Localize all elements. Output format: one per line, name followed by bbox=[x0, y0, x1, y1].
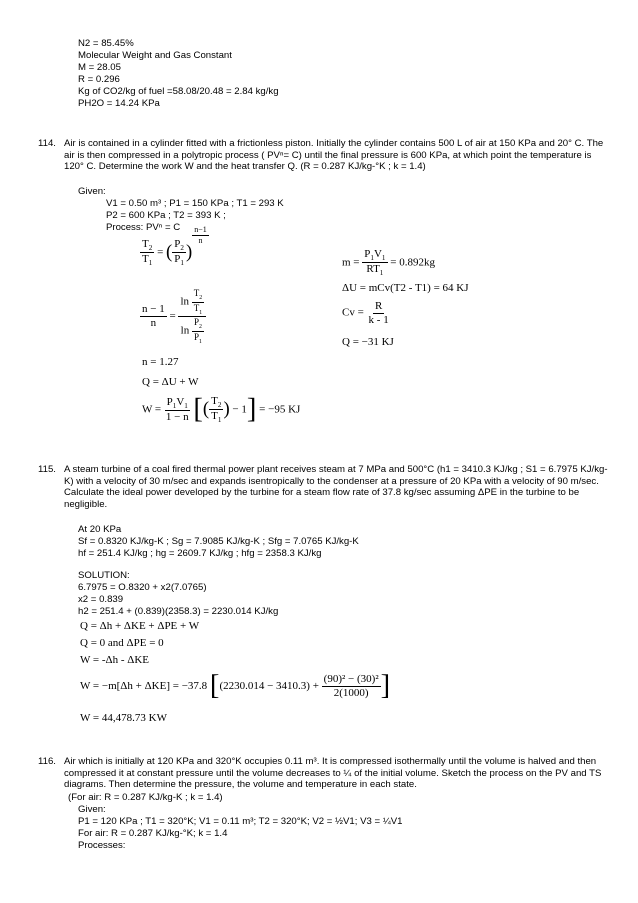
problem-116-given-3: Processes: bbox=[78, 840, 126, 851]
eq-115-work-full: W = −m[Δh + ΔKE] = −37.8 [(2230.014 − 3410.3) + $\frac{\text{(90)² − (30)²}}{2(1000)}$ ] bbox=[80, 670, 391, 701]
eq-114-cv-num: R bbox=[374, 300, 383, 312]
problem-115-solution-2: x2 = 0.839 bbox=[78, 594, 124, 605]
problem-114-text: Air is contained in a cylinder fitted with a frictionless piston. Initially the cylinder contains 500 L of air at 150 KPa and 20° C. The air is then compressed in a polytropic process ( PVⁿ= C) until the final pressure is 600 KPa, at which point the temperature is 120° C. Determine the work W and the heat transfer Q. (R = 0.287 KJ/kg-°K ; k = 1.4) bbox=[64, 138, 604, 172]
problem-115-solution-label: SOLUTION: bbox=[78, 570, 130, 581]
problem-115-text: A steam turbine of a coal fired thermal power plant receives steam at 7 MPa and 500°C (h1 = 3410.3 KJ/kg ; S1 = 6.7975 KJ/kg-K) with a velocity of 30 m/sec and expands isentropically to the condenser at a pressure of 20 KPa with a velocity of 90 m/sec. Calculate the ideal power developed by the turbine for a steam flow rate of 37.8 kg/sec assuming ΔPE in the turbine to be negligible. bbox=[64, 464, 608, 510]
eq-114-work-result: = −95 KJ bbox=[259, 403, 301, 416]
problem-115-given-2: Sf = 0.8320 KJ/kg-K ; Sg = 7.9085 KJ/kg-K ; Sfg = 7.0765 KJ/kg-K bbox=[78, 536, 359, 547]
problem-115-given-1: At 20 KPa bbox=[78, 524, 122, 535]
eq-114-cv-den: k - 1 bbox=[368, 313, 389, 326]
top-line-4: R = 0.296 bbox=[78, 74, 120, 85]
eq-114-n-value: n = 1.27 bbox=[142, 356, 179, 368]
problem-116-given-2: For air: R = 0.287 KJ/kg-°K; k = 1.4 bbox=[78, 828, 228, 839]
top-line-1: N2 = 85.45% bbox=[78, 38, 134, 49]
top-line-6: PH2O = 14.24 KPa bbox=[78, 98, 160, 109]
eq-114-mass: m = $\frac{P_1V_1}{RT_1}$ = 0.892kg bbox=[342, 248, 435, 278]
eq-114-cv bbox=[342, 300, 391, 326]
eq-115-work-lhs: W = −m[Δh + ΔKE] = −37.8 bbox=[80, 679, 208, 692]
top-line-2: Molecular Weight and Gas Constant bbox=[78, 50, 232, 61]
problem-115-number: 115. bbox=[38, 464, 56, 475]
eq-114-mass-result: = 0.892kg bbox=[390, 256, 435, 269]
eq-115-zero: Q = 0 and ΔPE = 0 bbox=[80, 637, 164, 649]
problem-114-given: Given: bbox=[78, 186, 106, 197]
eq-114-delta-u: ΔU = mCv(T2 - T1) = 64 KJ bbox=[342, 282, 469, 294]
problem-116-note: (For air: R = 0.287 KJ/kg-K ; k = 1.4) bbox=[68, 792, 223, 803]
eq-114-q-result: Q = −31 KJ bbox=[342, 336, 394, 348]
eq-114-q-equation: Q = ΔU + W bbox=[142, 376, 199, 388]
problem-116-text: Air which is initially at 120 KPa and 320°K occupies 0.11 m³. It is compressed isothermally until the volume is halved and then compressed it at constant pressure until the volume decreases to ¼ of the initial volume. Sketch the process on the PV and TS diagrams. Then determine the pressure, the volume and temperature in each state. bbox=[64, 756, 602, 790]
eq-115-work-simplified: W = -Δh - ΔKE bbox=[80, 654, 150, 666]
eq-114-n-ratio: $\frac{n - 1}{n}$ = ln $\frac{T_2}{T_1}$ ln $\frac{P_2}{P_1}$ bbox=[140, 288, 206, 345]
top-line-5: Kg of CO2/kg of fuel =58.08/20.48 = 2.84 kg/kg bbox=[78, 86, 279, 97]
problem-116-number: 116. bbox=[38, 756, 56, 767]
problem-114-given-3: Process: PVⁿ = C bbox=[106, 222, 181, 233]
eq-115-ke-num: (90)² − (30)² bbox=[323, 673, 379, 686]
eq-115-ke-den: 2(1000) bbox=[333, 686, 369, 699]
eq-114-temp-ratio: $\frac{T_2}{T_1}$ = ( $\frac{P_2}{P_1}$ ) $^{\frac{n-1}{n}}$ bbox=[142, 225, 207, 268]
top-line-3: M = 28.05 bbox=[78, 62, 121, 73]
problem-115-given-3: hf = 251.4 KJ/kg ; hg = 2609.7 KJ/kg ; hfg = 2358.3 KJ/kg bbox=[78, 548, 322, 559]
problem-116-given-1: P1 = 120 KPa ; T1 = 320°K; V1 = 0.11 m³; T2 = 320°K; V2 = ½V1; V3 = ¼V1 bbox=[78, 816, 403, 827]
eq-114-cv-lhs: Cv = bbox=[342, 306, 364, 319]
problem-114-number: 114. bbox=[38, 138, 56, 149]
problem-114-given-2: P2 = 600 KPa ; T2 = 393 K ; bbox=[106, 210, 226, 221]
problem-115-solution-1: 6.7975 = O.8320 + x2(7.0765) bbox=[78, 582, 207, 593]
problem-116-given: Given: bbox=[78, 804, 106, 815]
eq-114-work: W = $\frac{P_1V_1}{1 - n}$ [( $\frac{T_2}{T_1}$ ) − 1] = −95 KJ bbox=[142, 393, 301, 425]
eq-115-work-result: W = 44,478.73 KW bbox=[80, 712, 167, 724]
eq-115-energy: Q = Δh + ΔKE + ΔPE + W bbox=[80, 620, 200, 632]
problem-115-solution-3: h2 = 251.4 + (0.839)(2358.3) = 2230.014 KJ/kg bbox=[78, 606, 279, 617]
eq-115-work-dh: (2230.014 − 3410.3) + bbox=[219, 679, 319, 692]
problem-114-given-1: V1 = 0.50 m³ ; P1 = 150 KPa ; T1 = 293 K bbox=[106, 198, 284, 209]
